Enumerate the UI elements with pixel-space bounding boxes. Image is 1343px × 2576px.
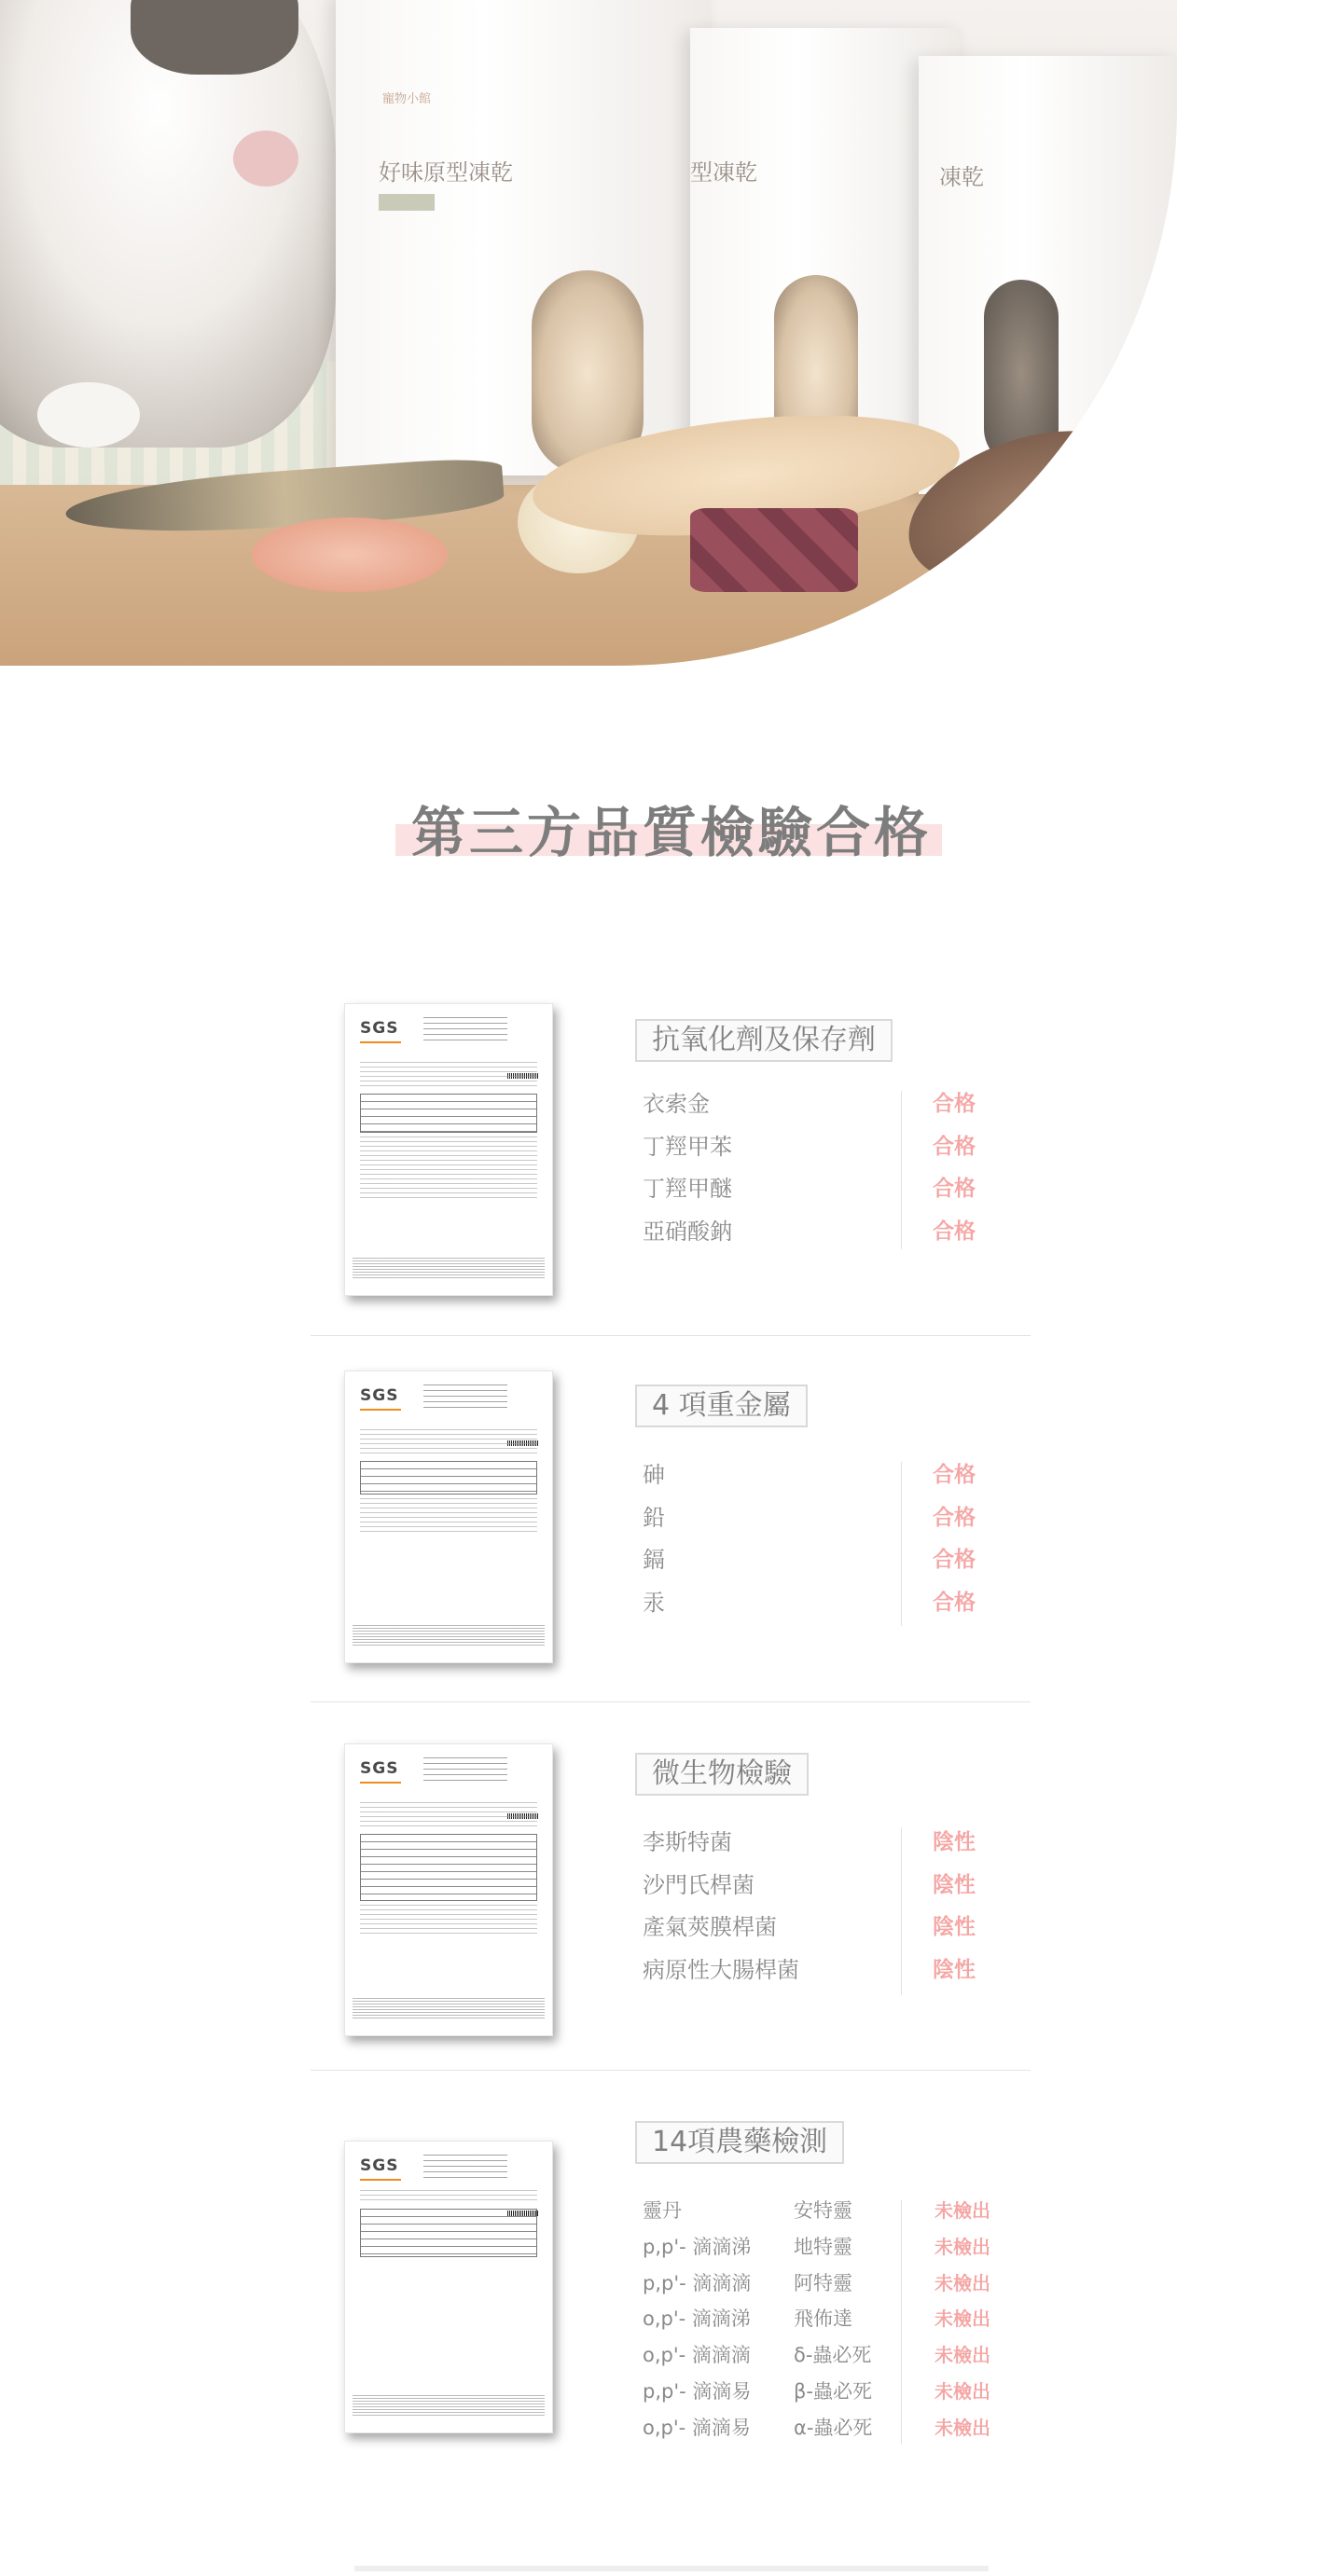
report-table	[360, 2209, 537, 2257]
list-item: 安特靈	[794, 2199, 852, 2222]
cat-nose	[233, 131, 298, 186]
column-divider	[901, 1091, 902, 1249]
section-title: 4 項重金屬	[635, 1384, 808, 1427]
item-list	[643, 1822, 799, 1991]
bag-brand: 寵物小館	[382, 92, 432, 106]
list-item: 鉛	[643, 1504, 665, 1531]
section-antioxidants	[311, 988, 1031, 1324]
result-badge: 合格	[933, 1219, 976, 1244]
list-item: p,p'- 滴滴滴	[643, 2271, 752, 2294]
list-item: 亞硝酸鈉	[643, 1218, 732, 1245]
section-divider	[311, 2070, 1031, 2071]
product-bag-3	[919, 56, 1177, 494]
heading-block	[0, 783, 1343, 864]
list-item: 砷	[643, 1462, 665, 1488]
column-divider	[901, 2200, 902, 2445]
result-badge: 合格	[933, 1092, 976, 1116]
report-notes	[360, 1136, 537, 1198]
result-badge: 陰性	[933, 1830, 976, 1854]
list-item: 產氣莢膜桿菌	[643, 1914, 777, 1940]
result-badge: 合格	[933, 1177, 976, 1201]
section-title: 微生物檢驗	[635, 1753, 809, 1796]
bag-title: 好味原型凍乾	[379, 159, 513, 186]
bag-tag	[379, 194, 435, 211]
hero-photo	[0, 0, 1177, 666]
item-list	[643, 1083, 732, 1253]
report-footer	[353, 2395, 545, 2416]
list-item: 靈丹	[643, 2199, 682, 2222]
report-lines	[360, 1802, 537, 1826]
list-item: 李斯特菌	[643, 1829, 732, 1855]
bag-title-2: 型凍乾	[690, 159, 757, 186]
section-microbiology	[311, 1734, 1031, 2070]
sgs-report-image	[344, 1371, 553, 1663]
result-badge: 合格	[933, 1548, 976, 1572]
sgs-report-image	[344, 1003, 553, 1296]
list-item: o,p'- 滴滴滴	[643, 2344, 751, 2367]
sgs-report-image	[344, 1743, 553, 2036]
report-notes	[360, 1498, 537, 1536]
result-list	[933, 1454, 976, 1624]
report-table	[360, 1094, 537, 1133]
result-badge: 合格	[933, 1463, 976, 1487]
list-item: o,p'- 滴滴易	[643, 2416, 751, 2439]
list-item: 阿特靈	[794, 2271, 852, 2294]
list-item: β-蟲必死	[794, 2379, 872, 2403]
section-heavy-metals	[311, 1361, 1031, 1697]
report-lines	[360, 2190, 537, 2203]
page-title: 第三方品質檢驗合格	[410, 801, 932, 864]
report-header	[423, 1017, 507, 1041]
report-header	[423, 2155, 507, 2179]
report-table	[360, 1834, 537, 1901]
result-badge: 未檢出	[935, 2344, 990, 2367]
list-item: p,p'- 滴滴涕	[643, 2235, 752, 2258]
result-badge: 合格	[933, 1134, 976, 1159]
result-list	[933, 1083, 976, 1253]
section-pesticides	[311, 2107, 1031, 2461]
list-item: 汞	[643, 1589, 665, 1616]
report-footer	[353, 1258, 545, 1278]
sgs-logo: SGS	[360, 2156, 399, 2175]
section-divider	[311, 1701, 1031, 1702]
report-lines	[360, 1062, 537, 1086]
result-badge: 陰性	[933, 1957, 976, 1982]
list-item: 病原性大腸桿菌	[643, 1956, 799, 1983]
report-header	[423, 1757, 507, 1782]
list-item: 飛佈達	[794, 2307, 852, 2331]
result-badge: 未檢出	[935, 2271, 990, 2294]
result-badge: 未檢出	[935, 2416, 990, 2439]
list-item: o,p'- 滴滴涕	[643, 2307, 751, 2331]
result-badge: 合格	[933, 1505, 976, 1530]
meat-cubes	[690, 508, 858, 592]
item-list	[643, 1454, 665, 1624]
report-lines	[360, 1429, 537, 1453]
item-list-col1	[643, 2193, 751, 2446]
result-list	[935, 2193, 990, 2446]
sgs-logo: SGS	[360, 1386, 399, 1405]
list-item: α-蟲必死	[794, 2416, 873, 2439]
column-divider	[901, 1827, 902, 1995]
result-badge: 未檢出	[935, 2199, 990, 2222]
report-table	[360, 1461, 537, 1495]
section-divider	[311, 1335, 1031, 1336]
cat-ear	[131, 0, 298, 75]
list-item: 丁羥甲醚	[643, 1176, 732, 1202]
report-footer	[353, 1998, 545, 2018]
list-item: 衣索金	[643, 1091, 710, 1117]
product-bag-1	[336, 0, 709, 475]
result-list	[933, 1822, 976, 1991]
list-item: p,p'- 滴滴易	[643, 2379, 752, 2403]
section-title: 14項農藥檢測	[635, 2121, 844, 2164]
result-badge: 未檢出	[935, 2379, 990, 2403]
section-title: 抗氧化劑及保存劑	[635, 1019, 893, 1062]
report-header	[423, 1384, 507, 1409]
result-badge: 未檢出	[935, 2235, 990, 2258]
sgs-logo: SGS	[360, 1019, 399, 1038]
list-item: 地特靈	[794, 2235, 852, 2258]
sgs-report-image	[344, 2141, 553, 2433]
sgs-logo: SGS	[360, 1759, 399, 1778]
result-badge: 合格	[933, 1590, 976, 1615]
list-item: 鎘	[643, 1547, 665, 1573]
list-item: 丁羥甲苯	[643, 1133, 732, 1160]
column-divider	[901, 1462, 902, 1626]
bag-title-3: 凍乾	[939, 164, 984, 190]
list-item: δ-蟲必死	[794, 2344, 872, 2367]
bottom-strip	[354, 2566, 989, 2571]
cat-paw	[37, 382, 140, 448]
result-badge: 未檢出	[935, 2307, 990, 2331]
report-footer	[353, 1625, 545, 1646]
item-list-col2	[794, 2193, 872, 2446]
result-badge: 陰性	[933, 1915, 976, 1939]
report-notes	[360, 1905, 537, 1936]
dried-shrimp	[252, 517, 448, 592]
list-item: 沙門氏桿菌	[643, 1871, 755, 1898]
result-badge: 陰性	[933, 1872, 976, 1897]
